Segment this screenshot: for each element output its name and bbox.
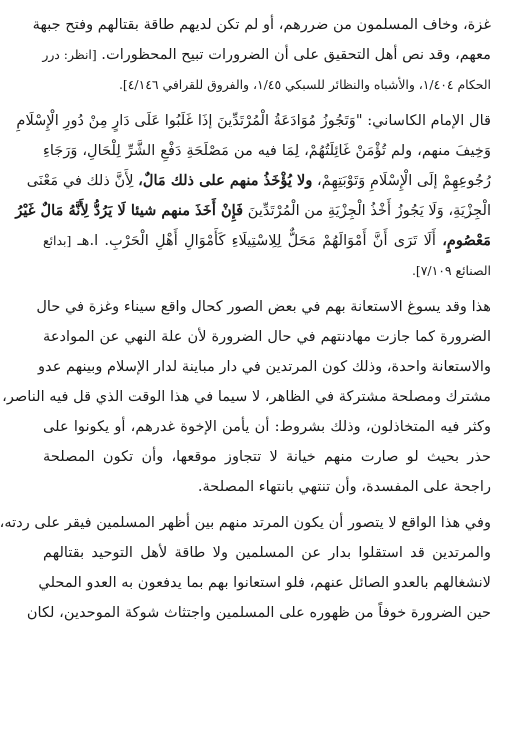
body-text: الحكام ١/٤٠٤، والأشباه والنظائر للسبكي ١/٤٥، والفروق للقرافي ٤/١٤٦]. [118,77,491,92]
body-text: رُجُوعِهِمْ إلَى الْإِسْلَامِ وَتَوْبَتِهِمْ، [312,172,491,189]
text-line [36,292,491,322]
citation-text: [بدائع [43,233,72,248]
text-line [43,226,491,256]
body-text: الصنائع ٧/١٠٩]. [411,263,491,278]
body-text: والاستعانة واحدة، وذلك كون المرتدين في دار مباينة لدار الإسلام وبينهم عدو [37,358,491,375]
bold-text: ولا يُؤْخَذُ منهم على ذلك مَالٌ، [138,172,313,189]
body-text: وكثر فيه المتخاذلون، وذلك بشروط: أن يأمن الإخوة غدرهم، أو يكونوا على [43,418,491,435]
text-line [37,352,491,382]
body-text: وفي هذا الواقع لا يتصور أن يكون المرتد منهم بين أظهر المسلمين فيقر على ردته، [0,514,491,531]
text-line [26,166,491,196]
body-text: لِأَنَّ ذلك في مَعْنَى [26,172,139,189]
document-page [0,10,491,721]
body-text: راجحة على المفسدة، وأن تنتهي بانتهاء المصلحة. [197,478,491,495]
paragraph-p4 [0,508,491,628]
citation-text: [انظر: درر [42,47,97,62]
text-line [43,136,491,166]
text-line [43,70,491,100]
text-line [15,196,491,226]
text-line [43,442,491,472]
text-line [0,508,491,538]
body-text: الضرورة كما جازت مهادنتهم في حال الضرورة لأن علة النهي عن الموادعة [43,328,491,345]
text-line [43,538,491,568]
paragraph-p3 [2,292,491,502]
body-text: قال الإمام الكاساني: "وَتَجُوزُ مُوَادَعَةُ الْمُرْتَدِّينَ إذَا غَلَبُوا عَلَى دَارٍ مِنْ دُورِ الْإِسْلَامِ [16,112,491,129]
text-line [16,106,491,136]
text-line [43,472,491,502]
text-line [43,256,491,286]
body-text: وَخِيفَ منهم، ولم تُؤْمَنْ غَائِلَتُهُمْ، لِمَا فيه من مَصْلَحَةِ دَفْعِ الشَّرِّ لِلْحَالِ، وَرَجَاءِ [43,142,491,159]
text-line [32,10,491,40]
body-text: لانشغالهم بالعدو الصائل عنهم، فلو استعانوا بهم بما يدفعون به العدو المحلي [38,574,491,591]
paragraph-p1 [32,10,491,100]
text-line [43,412,491,442]
body-text: هذا وقد يسوغ الاستعانة بهم في بعض الصور كحال واقع سيناء وغزة في حال [36,298,491,315]
body-text: والمرتدين قد استقلوا بدار عن المسلمين ولا طاقة لأهل التوحيد بقتالهم [43,544,491,561]
text-line [43,322,491,352]
paragraph-p2 [15,106,491,286]
bold-text: مَعْصُومٍ، [442,232,491,249]
body-text: معهم، وقد نص أهل التحقيق على أن الضرورات تبيح المحظورات. [96,46,491,63]
bold-text: فَإِنْ أَخَذَ منهم شيئا لَا يَرُدُّ لِأَنَّهُ مَالٌ غَيْرُ [15,202,244,219]
body-text: الْجِزْيَةِ، وَلَا يَجُوزُ أَخْذُ الْجِزْيَةِ من الْمُرْتَدِّينَ [243,202,491,219]
document-body [0,10,491,628]
body-text: حين الضرورة خوفاً من ظهوره على المسلمين واجتثاث شوكة الموحدين، لكان [26,604,491,621]
body-text: غزة، وخاف المسلمون من ضررهم، أو لم تكن لديهم طاقة بقتالهم وفتح جبهة [32,16,491,33]
text-line [2,382,491,412]
body-text: حذر بحيث لو صارت منهم خيانة لا تتجاوز موقعها، وأن تكون المصلحة [43,448,491,465]
text-line [43,40,491,70]
text-line [26,598,491,628]
text-line [38,568,491,598]
body-text: أَلَا تَرَى أَنَّ أَمْوَالَهُمْ مَحَلٌّ لِلِاسْتِيلَاءِ كَأَمْوَالِ أَهْلِ الْحَرْبِ. ا.هـ [71,232,443,249]
body-text: مشترك ومصلحة مشتركة في الظاهر، لا سيما في هذا الوقت الذي قل فيه الناصر، [2,388,491,405]
